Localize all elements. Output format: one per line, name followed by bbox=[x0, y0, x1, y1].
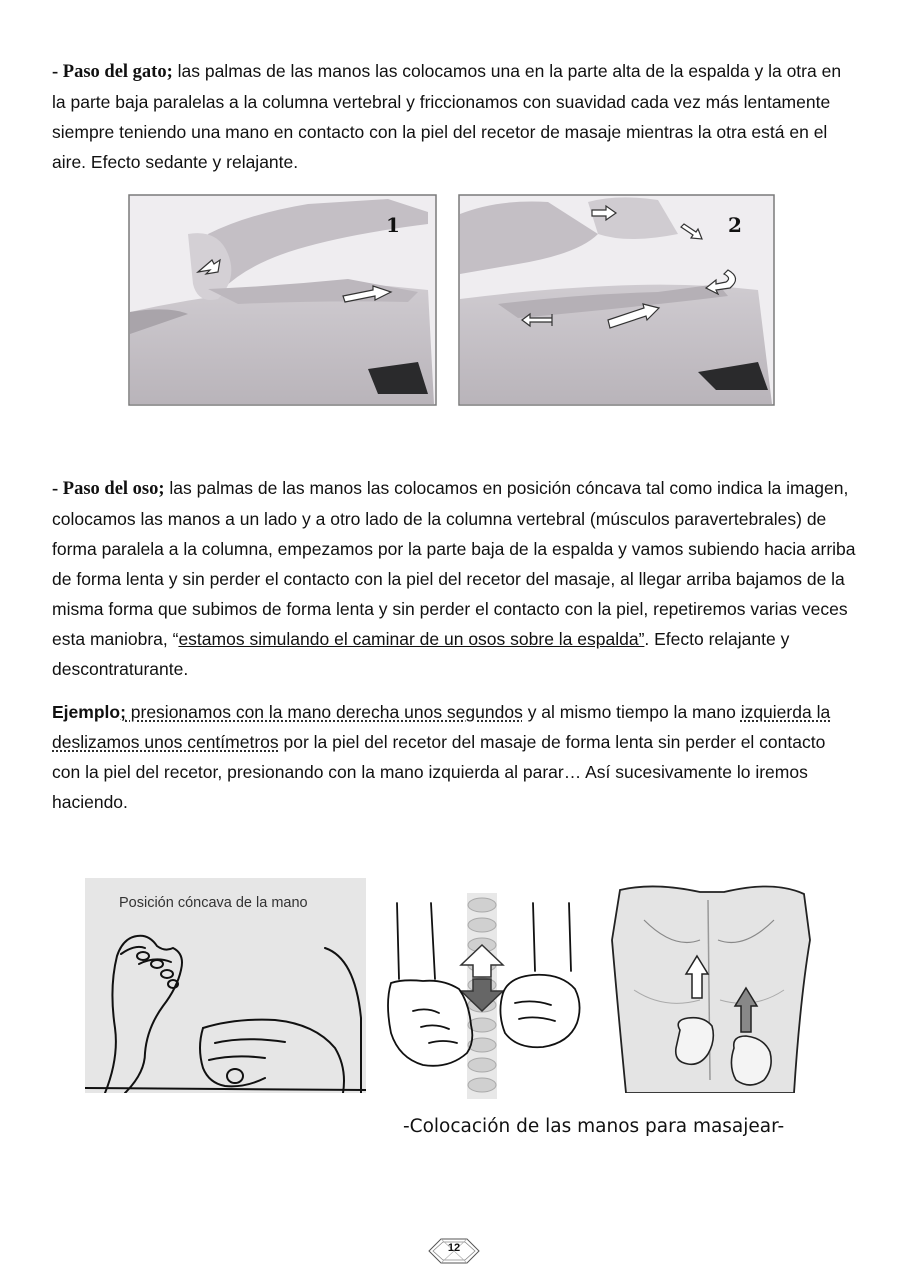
illustration-panel-1 bbox=[129, 195, 436, 405]
panel-1-number: 1 bbox=[386, 213, 400, 237]
ejemplo-label: Ejemplo bbox=[52, 702, 121, 722]
page-number-badge bbox=[427, 1237, 481, 1265]
paso-del-oso-text: las palmas de las manos las colocamos en posición cóncava tal como indica la imagen, colocamos las manos a un lado y a otro lado de la columna vertebral (músculos paravertebrales) de forma paralela a la columna, empezamos por la parte baja de la espalda y vamos subiendo hacia arriba de forma lenta y sin perder el contacto con la piel del recetor del masaje, al llegar arriba bajamos de la misma forma que subimos de forma lenta y sin perder el contacto con la piel, repetiremos varias veces esta maniobra, “ bbox=[52, 478, 856, 649]
paso-del-oso-tail: . Efecto relajante y descontraturante. bbox=[52, 629, 790, 679]
heading-paso-del-gato: - Paso del gato; bbox=[52, 62, 173, 82]
paso-del-oso-quote: estamos simulando el caminar de un osos sobre la espalda” bbox=[178, 629, 645, 649]
figure-espalda-manos bbox=[604, 880, 817, 1093]
panel-2-number: 2 bbox=[728, 213, 742, 237]
back-drawing bbox=[612, 886, 810, 1093]
hand-position-label: Posición cóncava de la mano bbox=[119, 895, 308, 911]
paragraph-paso-del-gato bbox=[52, 56, 857, 177]
figure-paso-del-gato bbox=[128, 194, 782, 408]
ejemplo-underlined-2: izquierda la deslizamos unos centímetros bbox=[52, 702, 831, 752]
illustration-panel-2 bbox=[459, 195, 774, 405]
ejemplo-underlined-1: presionamos con la mano derecha unos segundos bbox=[125, 702, 523, 722]
paragraph-ejemplo bbox=[52, 697, 857, 817]
ejemplo-text-2: por la piel del recetor del masaje de forma lenta sin perder el contacto con la piel del recetor, presionando con la mano izquierda al parar… Así sucesivamente lo iremos haciendo. bbox=[52, 732, 826, 812]
paragraph-paso-del-oso bbox=[52, 473, 857, 684]
figure-puños-columna bbox=[383, 893, 583, 1099]
figure-caption: -Colocación de las manos para masajear- bbox=[403, 1116, 785, 1137]
ejemplo-semicolon: ; bbox=[120, 702, 126, 722]
heading-paso-del-oso: - Paso del oso; bbox=[52, 479, 165, 499]
ejemplo-text-1: y al mismo tiempo la mano bbox=[522, 702, 741, 722]
figure-posicion-concava bbox=[85, 878, 366, 1093]
paso-del-gato-text: las palmas de las manos las colocamos una en la parte alta de la espalda y la otra en la parte baja paralelas a la columna vertebral y friccionamos con suavidad cada vez más lentamente siempre teniendo una mano en contacto con la piel del recetor de masaje mientras la otra está en el aire. Efecto sedante y relajante. bbox=[52, 61, 842, 172]
page-number: 12 bbox=[447, 1242, 461, 1254]
